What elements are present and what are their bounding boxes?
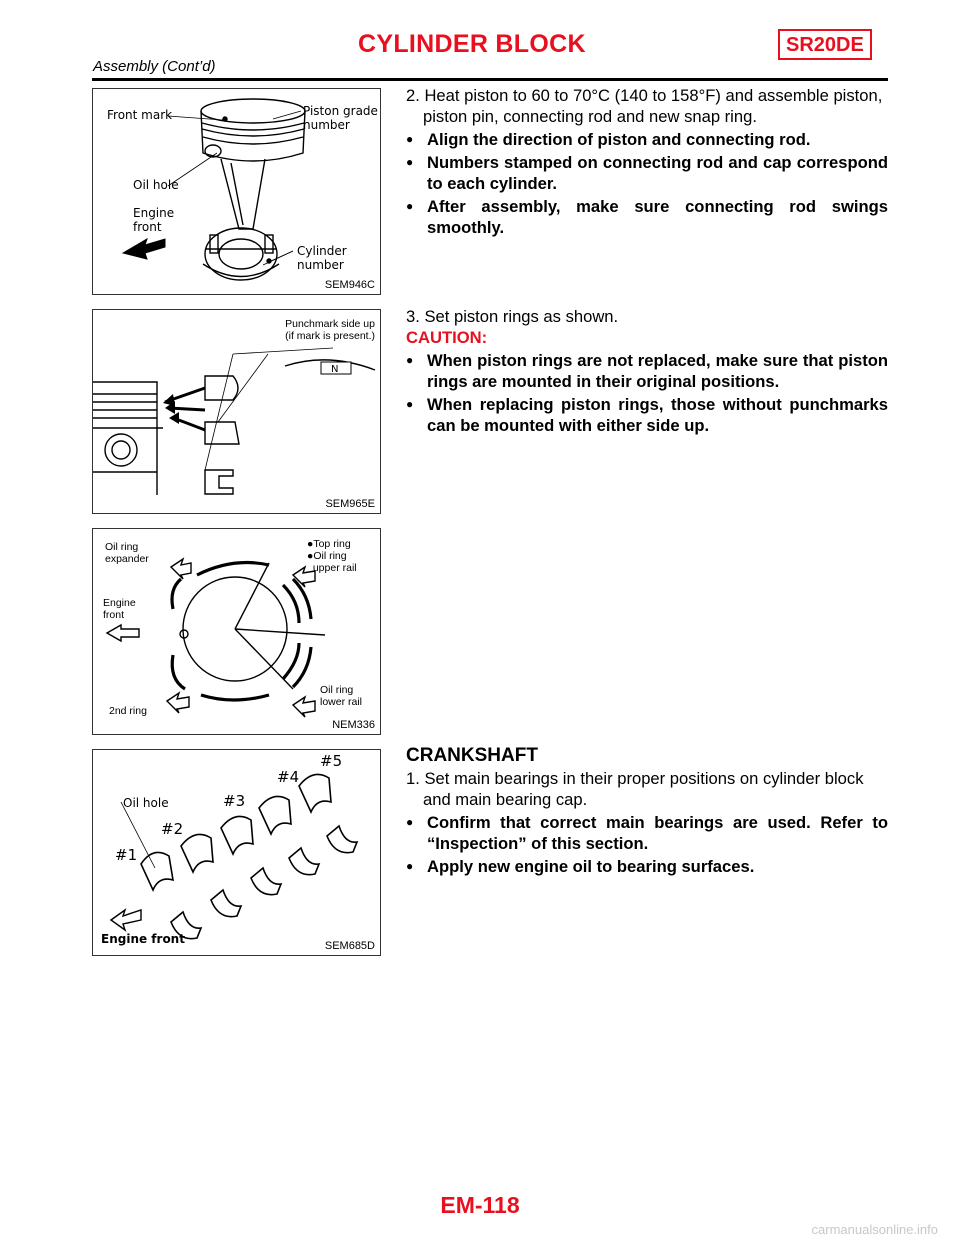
- label-oil-ring-lower-rail: Oil ring lower rail: [320, 684, 363, 708]
- bullet-dot: ●: [406, 815, 414, 829]
- figure-code: NEM336: [332, 719, 375, 731]
- step-2-bullet: ● Numbers stamped on connecting rod and cap correspond to each cylinder.: [406, 153, 888, 193]
- label-oil-hole: Oil hole: [133, 178, 179, 192]
- label-engine-front: Engine front: [101, 932, 185, 946]
- bullet-dot: ●: [406, 155, 414, 169]
- label-bearing-4: #4: [277, 768, 300, 786]
- label-front-mark: Front mark: [107, 108, 173, 122]
- header-divider: [92, 78, 888, 81]
- label-second-ring: 2nd ring: [109, 705, 147, 717]
- crankshaft-bullet: ● Confirm that correct main bearings are used. Refer to “Inspection” of this section.: [406, 813, 888, 853]
- step-2-text: 2. Heat piston to 60 to 70°C (140 to 158°F) and assemble piston, piston pin, connecting rod and new snap ring.: [406, 86, 883, 126]
- bullet-dot: ●: [406, 859, 414, 873]
- step-3-bullet: ● When piston rings are not replaced, make sure that piston rings are mounted in their original positions.: [406, 351, 888, 391]
- label-top-ring-upper-rail: ●Top ring ●Oil ring upper rail: [307, 538, 357, 574]
- watermark: carmanualsonline.info: [811, 1222, 938, 1237]
- figure-code: SEM965E: [325, 498, 375, 510]
- page-number: EM-118: [440, 1192, 520, 1218]
- label-engine-front: Engine front: [133, 206, 175, 234]
- caution-label: CAUTION:: [406, 328, 488, 347]
- model-code-badge: SR20DE: [778, 29, 872, 60]
- bullet-dot: ●: [406, 397, 414, 411]
- figure-code: SEM685D: [324, 940, 375, 952]
- section-title: CYLINDER BLOCK: [358, 30, 586, 58]
- step-3-bullet: ● When replacing piston rings, those without punchmarks can be mounted with either side up.: [406, 395, 888, 435]
- label-bearing-2: #2: [161, 820, 184, 838]
- figure-piston-assembly: [92, 88, 381, 295]
- figure-piston-rings: [92, 309, 381, 514]
- page-subtitle: Assembly (Cont’d): [93, 58, 216, 75]
- label-oil-ring-expander: Oil ring expander: [105, 541, 149, 565]
- label-bearing-1: #1: [115, 846, 138, 864]
- step-2-block: [406, 85, 888, 238]
- label-piston-grade-number: Piston grade number: [303, 104, 378, 132]
- punchmark-n: N: [331, 364, 339, 375]
- label-oil-hole: Oil hole: [123, 796, 169, 810]
- label-punchmark-side-up: Punchmark side up (if mark is present.): [285, 318, 375, 342]
- crankshaft-heading: CRANKSHAFT: [406, 745, 538, 766]
- label-engine-front: Engine front: [103, 597, 136, 621]
- bullet-dot: ●: [406, 132, 414, 146]
- label-bearing-5: #5: [320, 752, 343, 770]
- step-3-block: [406, 306, 888, 436]
- crankshaft-bullet: ● Apply new engine oil to bearing surfaces.: [406, 857, 755, 876]
- bullet-dot: ●: [406, 199, 414, 213]
- crankshaft-step-1: 1. Set main bearings in their proper positions on cylinder block and main bearing cap.: [406, 769, 864, 809]
- figure-ring-gap-positions: [92, 528, 381, 735]
- label-bearing-3: #3: [223, 792, 246, 810]
- label-cylinder-number: Cylinder number: [297, 244, 347, 272]
- figure-code: SEM946C: [324, 279, 375, 291]
- bullet-dot: ●: [406, 353, 414, 367]
- step-2-bullet: ● After assembly, make sure connecting rod swings smoothly.: [406, 197, 888, 237]
- crankshaft-block: [406, 745, 888, 877]
- step-3-text: 3. Set piston rings as shown.: [406, 307, 619, 326]
- step-2-bullet: ● Align the direction of piston and connecting rod.: [406, 130, 811, 149]
- figure-main-bearings: [92, 749, 381, 956]
